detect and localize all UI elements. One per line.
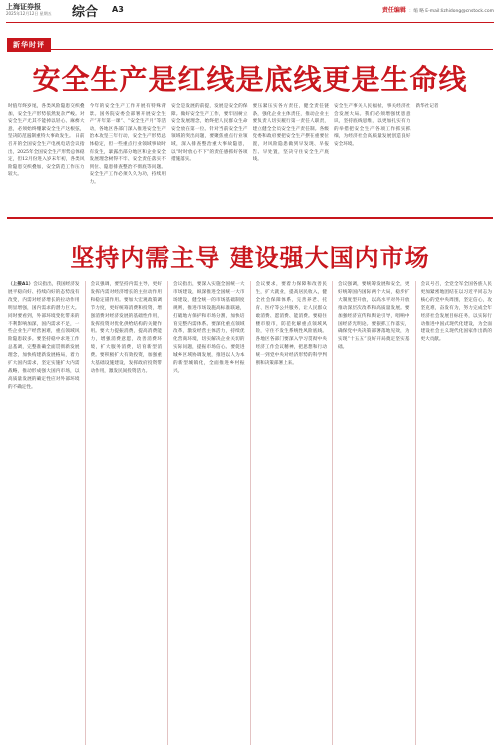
- issue-date: 2025年12月12日 星期五: [6, 11, 52, 16]
- editor-contact: ：缩 略 E-mail:lizhidong@cnstock.com: [408, 9, 494, 14]
- article-column: （上接A1）会议指出，我国经济发展平稳向好、持续向好的态势没有改变，内需对经济增长的拉动作用明显增强，国内需求的潜力巨大。同时要看到，外部环境变化带来的不利影响加深，国内需求不足，一些企业生产经营困难，重点领域风险隐患较多。要坚持稳中求进工作总基调，完整准确全面贯彻新发展理念，加快构建新发展格局，着力扩大国内需求，坚定实施扩大内需战略，推动形成强大国内市场，以高质量发展的确定性应对外部环境的不确定性。: [8, 282, 80, 390]
- column-divider: [85, 281, 86, 745]
- editorial-column: 安全生产事关人民福祉，事关经济社会发展大局。我们必须增强忧患意识，坚持底线思维，以更加扎实有力的举措把安全生产各项工作抓实抓细，为经济社会高质量发展创造良好安全环境。: [334, 104, 411, 147]
- masthead-rule: [6, 22, 494, 23]
- editor-label: 责任编辑: [381, 7, 406, 14]
- column-rule: [7, 49, 493, 50]
- editorial-column: 安全是发展的前提，发展是安全的保障。做好安全生产工作，要牢固树立安全发展理念，始终把人民群众生命安全放在第一位。针对当前安全生产领域的突出问题，要聚焦重点行业领域，深入排查整治重大事故隐患，以“时时放心不下”的责任感抓好各项措施落实。: [171, 104, 248, 163]
- section-separator: [7, 217, 493, 219]
- editorial-body: [8, 103, 492, 205]
- column-divider: [415, 281, 416, 745]
- article-column: 会议指出，要深入实施全国统一大市场建设，纵深推进全国统一大市场建设，健全统一的市场基础制度规则，推进市场设施高标准联通，打破地方保护和市场分割，加快培育完整内需体系。要深化重点领域改革，激发经营主体活力，持续优化营商环境，切实解决企业关切的实际问题，提振市场信心。要促进城乡区域协调发展，推进以人为本的新型城镇化，全面推进乡村振兴。: [173, 282, 245, 374]
- article-column: 会议号召，全党全军全国各族人民更加紧密地团结在以习近平同志为核心的党中央周围，坚定信心，攻坚克难，奋发有为，努力完成全年经济社会发展目标任务，以实际行动推进中国式现代化建设，为全面建设社会主义现代化国家作出新的更大贡献。: [420, 282, 492, 343]
- article-column: 会议强调，要坚持内需主导，更好发挥内需对经济增长的主拉动作用和稳定锚作用。要加大宏观政策调节力度，更好统筹消费和投资，增强消费对经济发展的基础性作用，发挥投资对优化供给结构的关键作用。要大力提振消费，提高消费能力，增强消费意愿，改善消费环境，扩大服务消费，培育新型消费。要积极扩大有效投资，加强重大基础设施建设，发挥政府投资带动作用，激发民间投资活力。: [90, 282, 162, 374]
- masthead-left: [6, 2, 66, 17]
- article-body: [8, 281, 492, 745]
- column-tag: 新华时评: [7, 38, 51, 52]
- column-divider: [332, 281, 333, 745]
- masthead: [0, 0, 500, 24]
- editorial-column: 要压紧压实各方责任，健全责任链条，强化企业主体责任，推动企业主要负责人切实履行第一责任人职责，建立健全全员安全生产责任制。各级党委和政府要把安全生产摆在重要位置，对风险隐患做到早发现、早报告、早处置，坚决守住安全生产底线。: [252, 104, 329, 163]
- section-title: 综合: [72, 5, 99, 20]
- editorial-column: 时值年终岁尾，各类风险隐患交织叠加，安全生产形势依然复杂严峻。对安全生产尤其不能掉以轻心、麻痹大意，必须始终绷紧安全生产这根弦，坚决防范遏制重特大事故发生。 日前召开的全国安全生产电视电话会议指出，2025年全国安全生产形势总体稳定，但12月份进入岁末年初，各类风险隐患交织叠加，安全防范工作压力较大。: [8, 104, 85, 178]
- editor-info: [382, 5, 494, 14]
- column-divider: [250, 281, 251, 745]
- page-number: A3: [112, 5, 124, 14]
- article-column: 会议强调，要统筹发展和安全，更好统筹国内国际两个大局，稳步扩大制度型开放，以高水平对外开放推动深层次改革和高质量发展。要加强经济宣传和舆论引导，唱响中国经济光明论。要狠抓工作落实，确保党中央决策部署落地见效，为实现“十五五”良好开局奠定坚实基础。: [338, 282, 410, 351]
- article-headline: 坚持内需主导 建设强大国内市场: [70, 243, 430, 272]
- editorial-column: 新华社记者: [415, 104, 439, 109]
- editorial-column: 今年的安全生产工作开展有特殊背景。国务院安委会部署开展安全生产“开年第一课”、“安全生产月”等活动，各地区各部门深入推进安全生产治本攻坚三年行动，安全生产形势总体稳定，但一些重点行业领域事故时有发生，暴露出部分地区和企业安全发展理念树得不牢、安全责任落实不到位、隐患排查整治不彻底等问题。安全生产工作必须久久为功，持续用力。: [89, 104, 166, 185]
- column-divider: [167, 281, 168, 745]
- article-column: 会议要求，要着力保障和改善民生，扩大就业，提高居民收入，健全社会保障体系，完善养老、托育、医疗等公共服务，让人民群众敢消费、愿消费、能消费。要稳住楼市股市，防范化解重点领域风险，守住不发生系统性风险底线。各地区各部门要深入学习贯彻中央经济工作会议精神，把思想和行动统一到党中央对经济形势的科学判断和决策部署上来。: [255, 282, 327, 367]
- paper-name: 上海证券报: [6, 2, 41, 11]
- editorial-headline: 安全生产是红线是底线更是生命线: [32, 63, 468, 96]
